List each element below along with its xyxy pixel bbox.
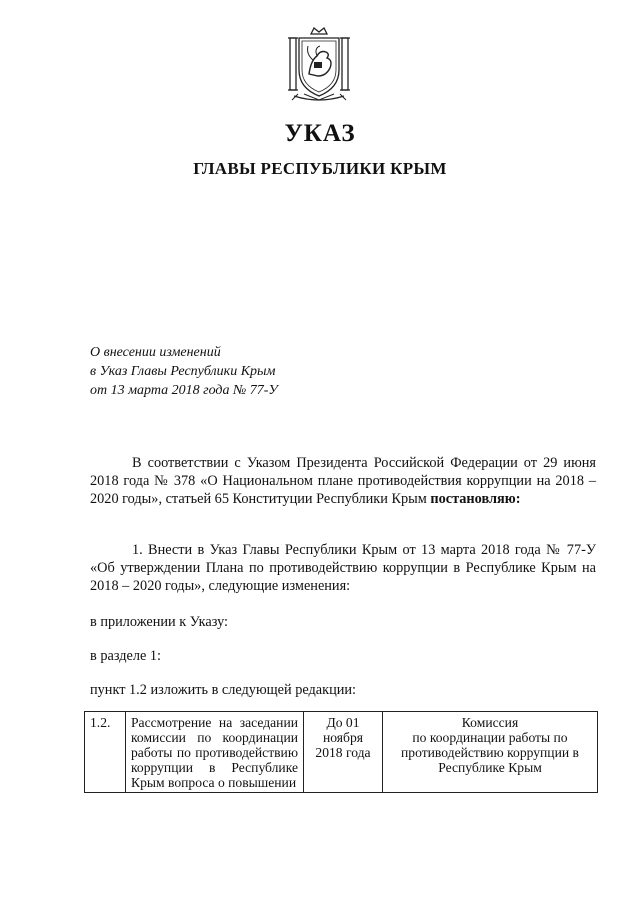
amendment-table <box>84 711 598 793</box>
subject-line: от 13 марта 2018 года № 77-У <box>90 383 278 398</box>
document-subtitle: ГЛАВЫ РЕСПУБЛИКИ КРЫМ <box>193 159 447 178</box>
document-title: УКАЗ <box>284 120 356 147</box>
section-paragraph: в разделе 1: <box>90 648 162 664</box>
responsible-text: по координации работы по противодействию коррупции в Республике Крым <box>401 730 579 775</box>
table-row <box>85 712 598 793</box>
decree-colon: : <box>515 491 521 507</box>
subject-line: О внесении изменений <box>90 345 221 360</box>
responsible-title: Комиссия <box>461 715 519 730</box>
item-1-paragraph: 1. Внести в Указ Главы Республики Крым от 13 марта 2018 года № 77-У «Об утверждении Плана по противодействию коррупции в Республике Крым на 2018 – 2020 годы», следующие изменения: <box>90 542 596 594</box>
preamble-paragraph <box>90 454 596 508</box>
point-paragraph: пункт 1.2 изложить в следующей редакции: <box>90 682 357 698</box>
action-cell: Рассмотрение на заседании комиссии по координации работы по противодействию коррупции в Республике Крым вопроса о повышении <box>126 712 304 793</box>
responsible-cell <box>383 712 598 793</box>
subject-line: в Указ Главы Республики Крым <box>90 364 276 379</box>
preamble-text: В соответствии с Указом Президента Российской Федерации от 29 июня 2018 года № 378 «О Национальном плане противодействия коррупции на 2018 – 2020 годы», статьей 65 Конституции Республики Крым <box>90 455 596 507</box>
deadline-cell: До 01 ноября 2018 года <box>304 712 383 793</box>
row-number-cell: 1.2. <box>85 712 126 793</box>
decree-word: постановляю <box>430 491 516 507</box>
annex-paragraph: в приложении к Указу: <box>90 614 229 630</box>
coat-of-arms-icon <box>284 24 354 102</box>
document-subject <box>90 343 278 400</box>
